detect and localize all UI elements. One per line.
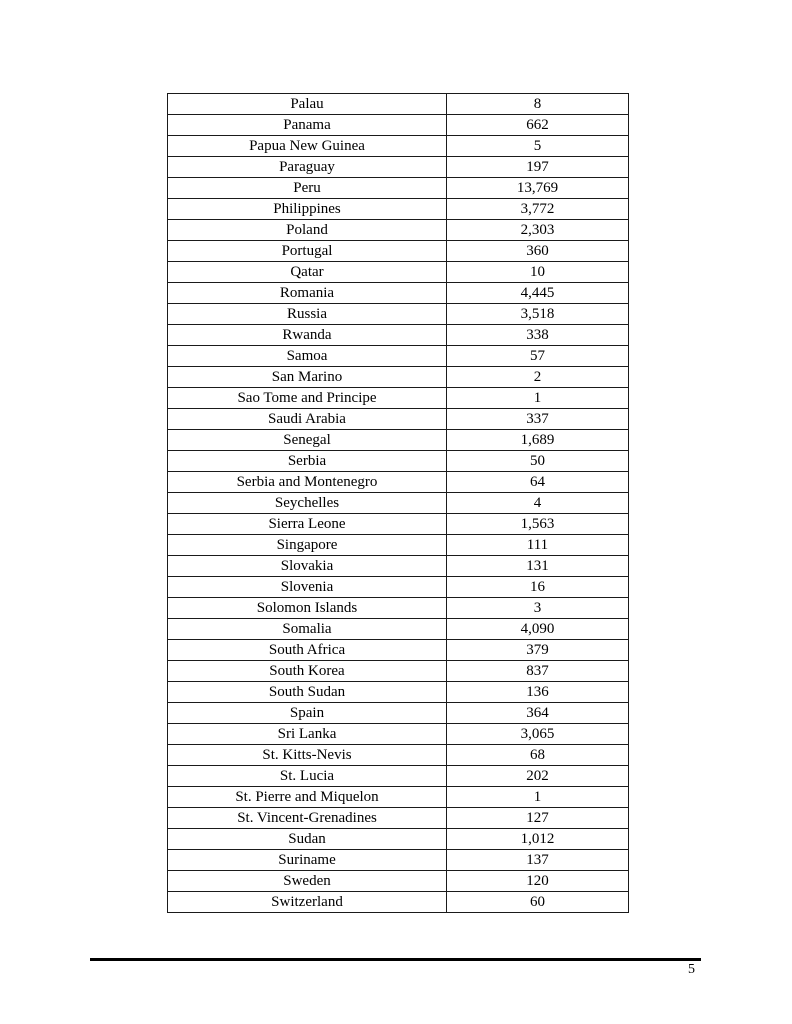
value-cell: 1,689 (447, 430, 629, 451)
country-cell: Slovakia (168, 556, 447, 577)
table-row (168, 514, 629, 535)
table-row (168, 304, 629, 325)
country-cell: Panama (168, 115, 447, 136)
table-row (168, 283, 629, 304)
table-row (168, 829, 629, 850)
table-row (168, 745, 629, 766)
table-row (168, 598, 629, 619)
value-cell: 1 (447, 787, 629, 808)
value-cell: 1 (447, 388, 629, 409)
value-cell: 111 (447, 535, 629, 556)
country-cell: Portugal (168, 241, 447, 262)
value-cell: 3,065 (447, 724, 629, 745)
table-row (168, 766, 629, 787)
value-cell: 338 (447, 325, 629, 346)
table-row (168, 535, 629, 556)
value-cell: 4 (447, 493, 629, 514)
table-row (168, 451, 629, 472)
value-cell: 1,012 (447, 829, 629, 850)
table-row (168, 409, 629, 430)
country-cell: Sweden (168, 871, 447, 892)
value-cell: 68 (447, 745, 629, 766)
value-cell: 8 (447, 94, 629, 115)
value-cell: 3,518 (447, 304, 629, 325)
value-cell: 10 (447, 262, 629, 283)
table-row (168, 724, 629, 745)
table-row (168, 619, 629, 640)
value-cell: 197 (447, 157, 629, 178)
country-cell: South Sudan (168, 682, 447, 703)
country-cell: Spain (168, 703, 447, 724)
value-cell: 60 (447, 892, 629, 913)
value-cell: 57 (447, 346, 629, 367)
country-cell: St. Lucia (168, 766, 447, 787)
value-cell: 379 (447, 640, 629, 661)
country-cell: Singapore (168, 535, 447, 556)
value-cell: 360 (447, 241, 629, 262)
table-row (168, 199, 629, 220)
country-cell: Switzerland (168, 892, 447, 913)
table-row (168, 871, 629, 892)
country-cell: Serbia (168, 451, 447, 472)
country-cell: South Korea (168, 661, 447, 682)
table-row (168, 808, 629, 829)
country-cell: Serbia and Montenegro (168, 472, 447, 493)
table-row (168, 94, 629, 115)
value-cell: 837 (447, 661, 629, 682)
table-row (168, 850, 629, 871)
value-cell: 5 (447, 136, 629, 157)
country-cell: Paraguay (168, 157, 447, 178)
country-cell: San Marino (168, 367, 447, 388)
table-row (168, 430, 629, 451)
value-cell: 127 (447, 808, 629, 829)
country-cell: Solomon Islands (168, 598, 447, 619)
country-cell: Sri Lanka (168, 724, 447, 745)
table-row (168, 892, 629, 913)
country-cell: Somalia (168, 619, 447, 640)
value-cell: 4,445 (447, 283, 629, 304)
table-row (168, 136, 629, 157)
page-number: 5 (688, 962, 695, 977)
table-row (168, 682, 629, 703)
country-cell: Romania (168, 283, 447, 304)
table-row (168, 367, 629, 388)
value-cell: 337 (447, 409, 629, 430)
country-cell: Qatar (168, 262, 447, 283)
table-row (168, 787, 629, 808)
table-row (168, 262, 629, 283)
country-cell: Senegal (168, 430, 447, 451)
table-row (168, 325, 629, 346)
table-row (168, 178, 629, 199)
country-data-table (167, 93, 629, 913)
country-cell: South Africa (168, 640, 447, 661)
table-row (168, 703, 629, 724)
country-cell: Philippines (168, 199, 447, 220)
country-cell: Saudi Arabia (168, 409, 447, 430)
country-cell: Suriname (168, 850, 447, 871)
value-cell: 50 (447, 451, 629, 472)
table-row (168, 388, 629, 409)
country-cell: Peru (168, 178, 447, 199)
table-row (168, 493, 629, 514)
footer-rule (90, 958, 701, 961)
value-cell: 16 (447, 577, 629, 598)
value-cell: 202 (447, 766, 629, 787)
country-cell: St. Pierre and Miquelon (168, 787, 447, 808)
value-cell: 364 (447, 703, 629, 724)
table-row (168, 157, 629, 178)
country-cell: Papua New Guinea (168, 136, 447, 157)
country-cell: Sao Tome and Principe (168, 388, 447, 409)
value-cell: 64 (447, 472, 629, 493)
value-cell: 2 (447, 367, 629, 388)
value-cell: 1,563 (447, 514, 629, 535)
table-row (168, 115, 629, 136)
country-cell: St. Vincent-Grenadines (168, 808, 447, 829)
country-cell: Poland (168, 220, 447, 241)
value-cell: 662 (447, 115, 629, 136)
country-cell: Slovenia (168, 577, 447, 598)
table-row (168, 661, 629, 682)
value-cell: 4,090 (447, 619, 629, 640)
table-row (168, 241, 629, 262)
table-row (168, 640, 629, 661)
country-cell: Palau (168, 94, 447, 115)
value-cell: 137 (447, 850, 629, 871)
table-row (168, 556, 629, 577)
table-row (168, 220, 629, 241)
value-cell: 13,769 (447, 178, 629, 199)
value-cell: 136 (447, 682, 629, 703)
country-cell: Samoa (168, 346, 447, 367)
table-row (168, 472, 629, 493)
country-cell: Russia (168, 304, 447, 325)
value-cell: 120 (447, 871, 629, 892)
value-cell: 2,303 (447, 220, 629, 241)
country-cell: St. Kitts-Nevis (168, 745, 447, 766)
value-cell: 3 (447, 598, 629, 619)
country-cell: Seychelles (168, 493, 447, 514)
value-cell: 131 (447, 556, 629, 577)
country-cell: Sierra Leone (168, 514, 447, 535)
value-cell: 3,772 (447, 199, 629, 220)
table-row (168, 346, 629, 367)
country-cell: Rwanda (168, 325, 447, 346)
table-body (168, 94, 629, 913)
country-cell: Sudan (168, 829, 447, 850)
table-row (168, 577, 629, 598)
